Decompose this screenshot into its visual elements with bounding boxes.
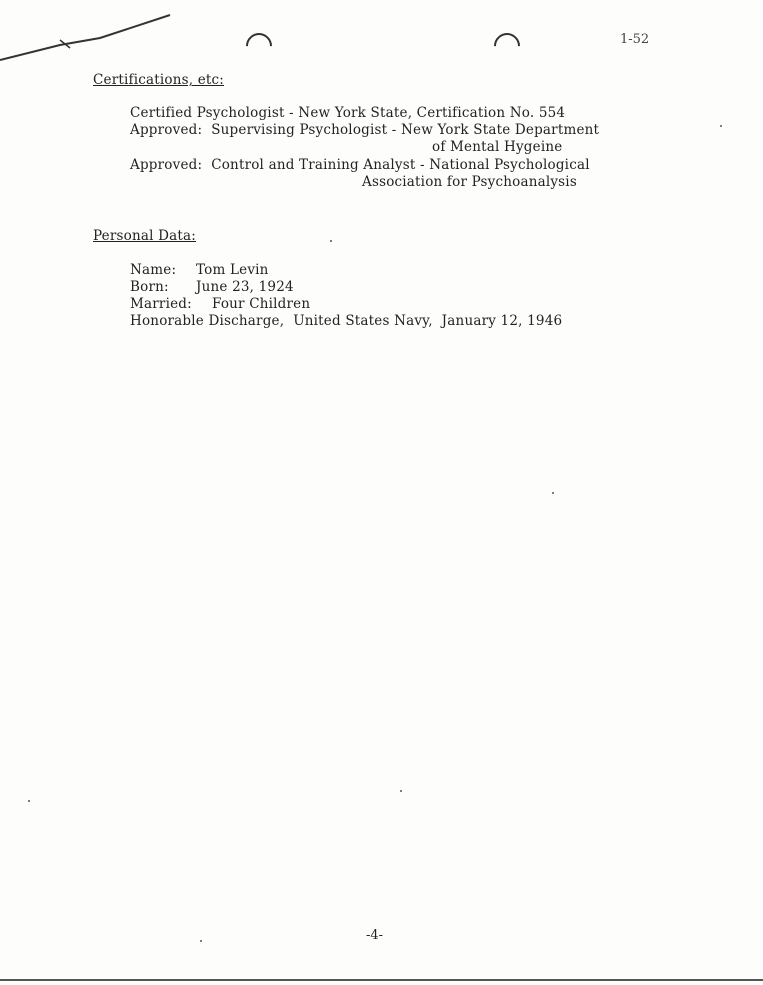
- married-label: Married:: [130, 296, 192, 312]
- punch-hole-left-icon: [241, 28, 278, 65]
- speck: [330, 240, 332, 242]
- certification-line: Approved: Control and Training Analyst - National Psychological: [130, 157, 590, 173]
- certifications-heading: Certifications, etc:: [93, 72, 225, 88]
- punch-hole-right-icon: [489, 28, 526, 65]
- page-number: -4-: [366, 928, 384, 943]
- speck: [28, 800, 30, 802]
- certification-line: Approved: Supervising Psychologist - New York State Department: [130, 122, 600, 138]
- married-value: Four Children: [212, 296, 311, 312]
- speck: [552, 492, 554, 494]
- name-label: Name:: [130, 262, 177, 278]
- corner-mark: 1-52: [620, 32, 650, 47]
- certification-line: of Mental Hygeine: [432, 139, 563, 155]
- certification-line: Association for Psychoanalysis: [362, 174, 577, 190]
- personal-data-heading: Personal Data:: [93, 228, 197, 244]
- pen-mark-icon: [0, 10, 180, 70]
- name-value: Tom Levin: [196, 262, 269, 278]
- speck: [400, 790, 402, 792]
- born-label: Born:: [130, 279, 169, 295]
- discharge-line: Honorable Discharge, United States Navy, January 12, 1946: [130, 313, 563, 329]
- speck: [720, 125, 722, 127]
- certification-line: Certified Psychologist - New York State, Certification No. 554: [130, 105, 566, 121]
- born-value: June 23, 1924: [196, 279, 294, 295]
- speck: [200, 940, 202, 942]
- bottom-edge: [0, 979, 763, 981]
